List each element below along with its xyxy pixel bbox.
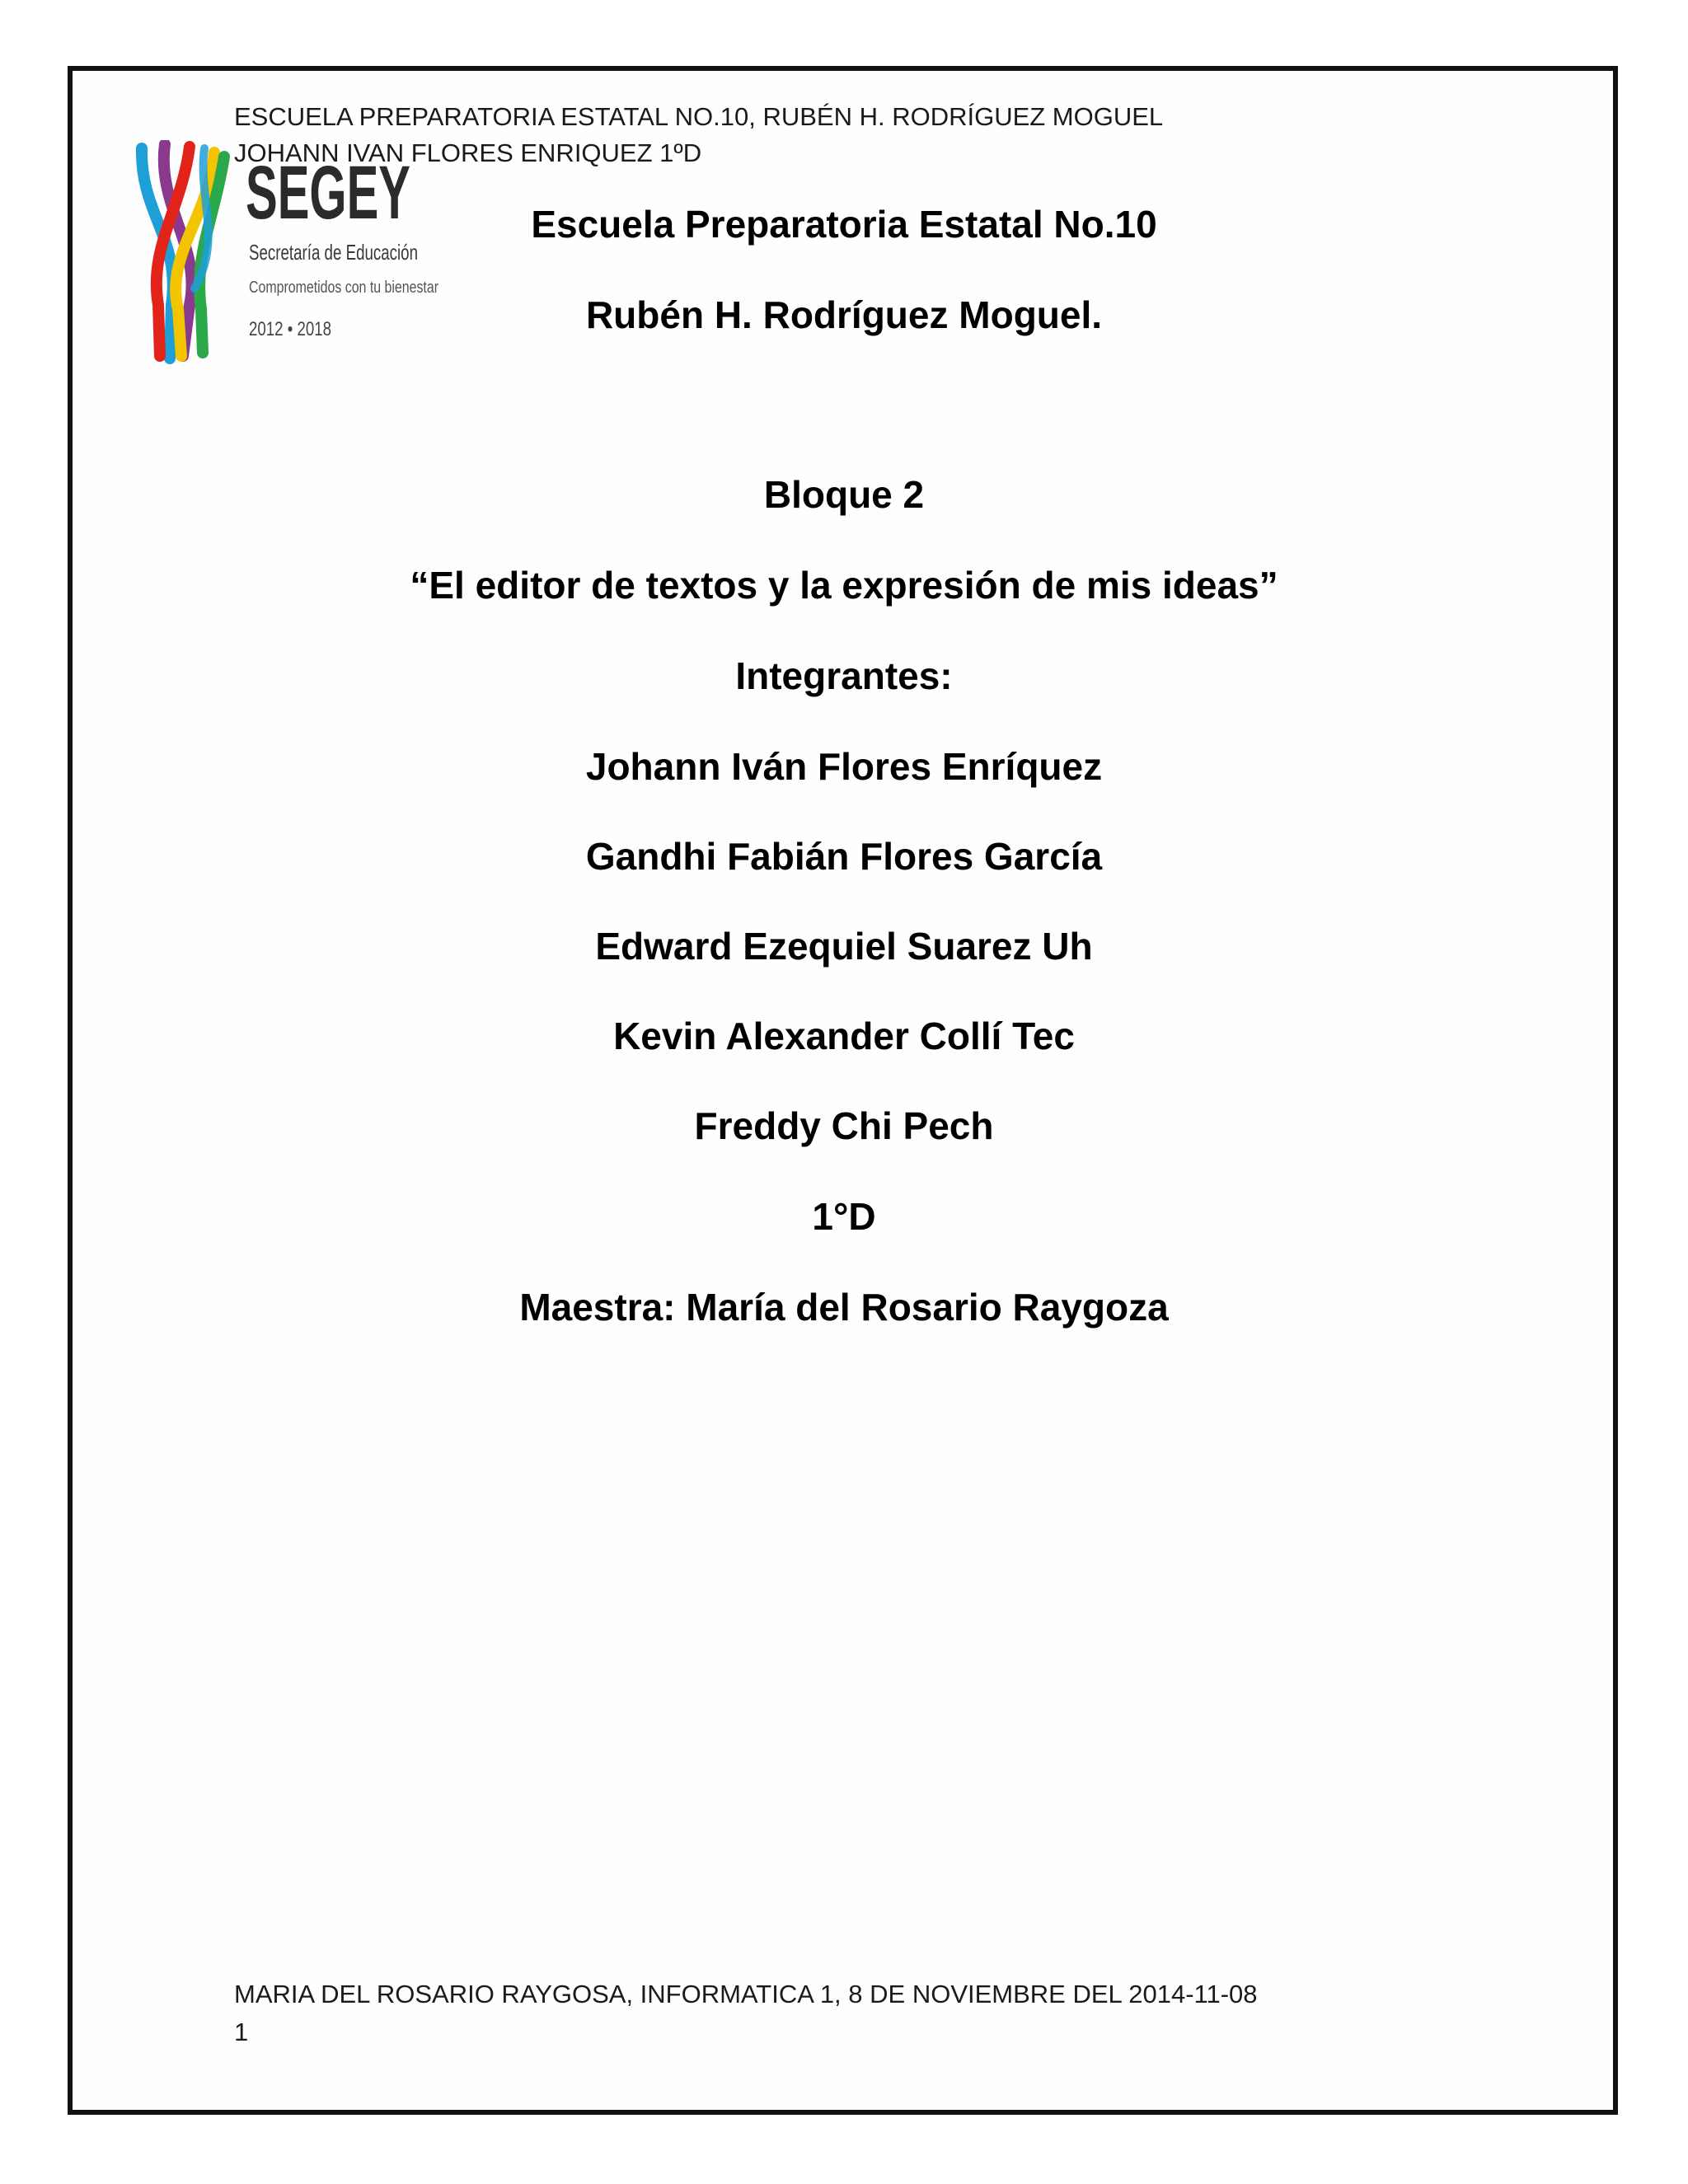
logo-subtitle: Secretaría de Educación — [249, 240, 418, 265]
footer-text: MARIA DEL ROSARIO RAYGOSA, INFORMATICA 1, 8 DE NOVIEMBRE DEL 2014-11-08 — [234, 1980, 1258, 2008]
header-author: JOHANN IVAN FLORES ENRIQUEZ 1ºD — [234, 138, 702, 167]
member-name: Gandhi Fabián Flores García — [585, 835, 1103, 878]
member-name: Kevin Alexander Collí Tec — [613, 1015, 1075, 1057]
member-name: Freddy Chi Pech — [694, 1104, 994, 1147]
logo-years: 2012 • 2018 — [249, 318, 331, 340]
school-title: Escuela Preparatoria Estatal No.10 — [531, 203, 1157, 246]
members-label: Integrantes: — [735, 654, 953, 697]
page-number: 1 — [234, 2018, 249, 2046]
logo-name: SEGEY — [246, 151, 410, 235]
member-name: Johann Iván Flores Enríquez — [585, 745, 1103, 788]
topic-title: “El editor de textos y la expresión de mis ideas” — [410, 564, 1278, 607]
school-name: Rubén H. Rodríguez Moguel. — [585, 293, 1103, 336]
header-school: ESCUELA PREPARATORIA ESTATAL NO.10, RUBÉN H. RODRÍGUEZ MOGUEL — [234, 102, 1164, 131]
member-name: Edward Ezequiel Suarez Uh — [595, 925, 1093, 968]
block-title: Bloque 2 — [763, 473, 925, 516]
teacher-label: Maestra: María del Rosario Raygoza — [519, 1286, 1169, 1329]
page-border — [68, 66, 1618, 2115]
logo-tagline: Comprometidos con tu bienestar — [249, 279, 439, 297]
group-label: 1°D — [812, 1195, 876, 1238]
